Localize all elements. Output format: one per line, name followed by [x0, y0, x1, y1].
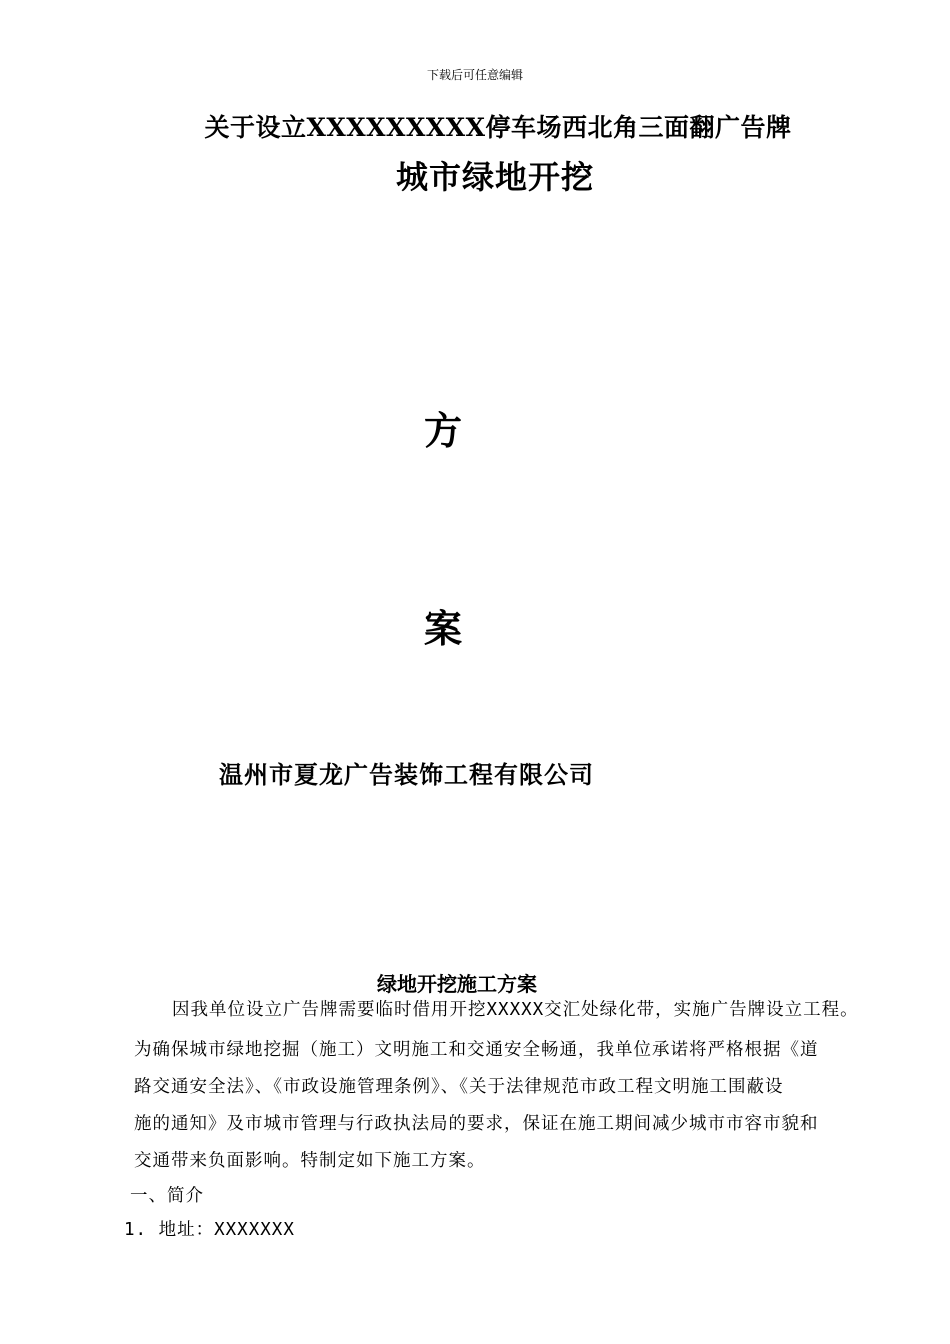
paragraph-line: 因我单位设立广告牌需要临时借用开挖XXXXX交汇处绿化带，实施广告牌设立工程。: [172, 1000, 859, 1020]
section-heading-intro: 一、简介: [130, 1186, 204, 1206]
paragraph-line: 交通带来负面影响。特制定如下施工方案。: [134, 1151, 486, 1171]
paragraph-line: 路交通安全法》、《市政设施管理条例》、《关于法律规范市政工程文明施工围蔽设: [134, 1077, 784, 1097]
list-item-address: 1. 地址：XXXXXXX: [124, 1220, 295, 1240]
cover-title-line-2: 城市绿地开挖: [395, 158, 594, 196]
cover-char-fang: 方: [423, 408, 462, 453]
company-name: 温州市夏龙广告装饰工程有限公司: [219, 760, 594, 789]
cover-char-an: 案: [423, 606, 462, 651]
paragraph-line: 为确保城市绿地挖掘（施工）文明施工和交通安全畅通，我单位承诺将严格根据《道: [134, 1040, 819, 1060]
section-title: 绿地开挖施工方案: [377, 972, 537, 996]
header-note: 下载后可任意编辑: [426, 68, 523, 82]
cover-title-line-1: 关于设立XXXXXXXXX停车场西北角三面翻广告牌: [204, 113, 792, 142]
paragraph-line: 施的通知》及市城市管理与行政执法局的要求，保证在施工期间减少城市市容市貌和: [134, 1114, 819, 1134]
